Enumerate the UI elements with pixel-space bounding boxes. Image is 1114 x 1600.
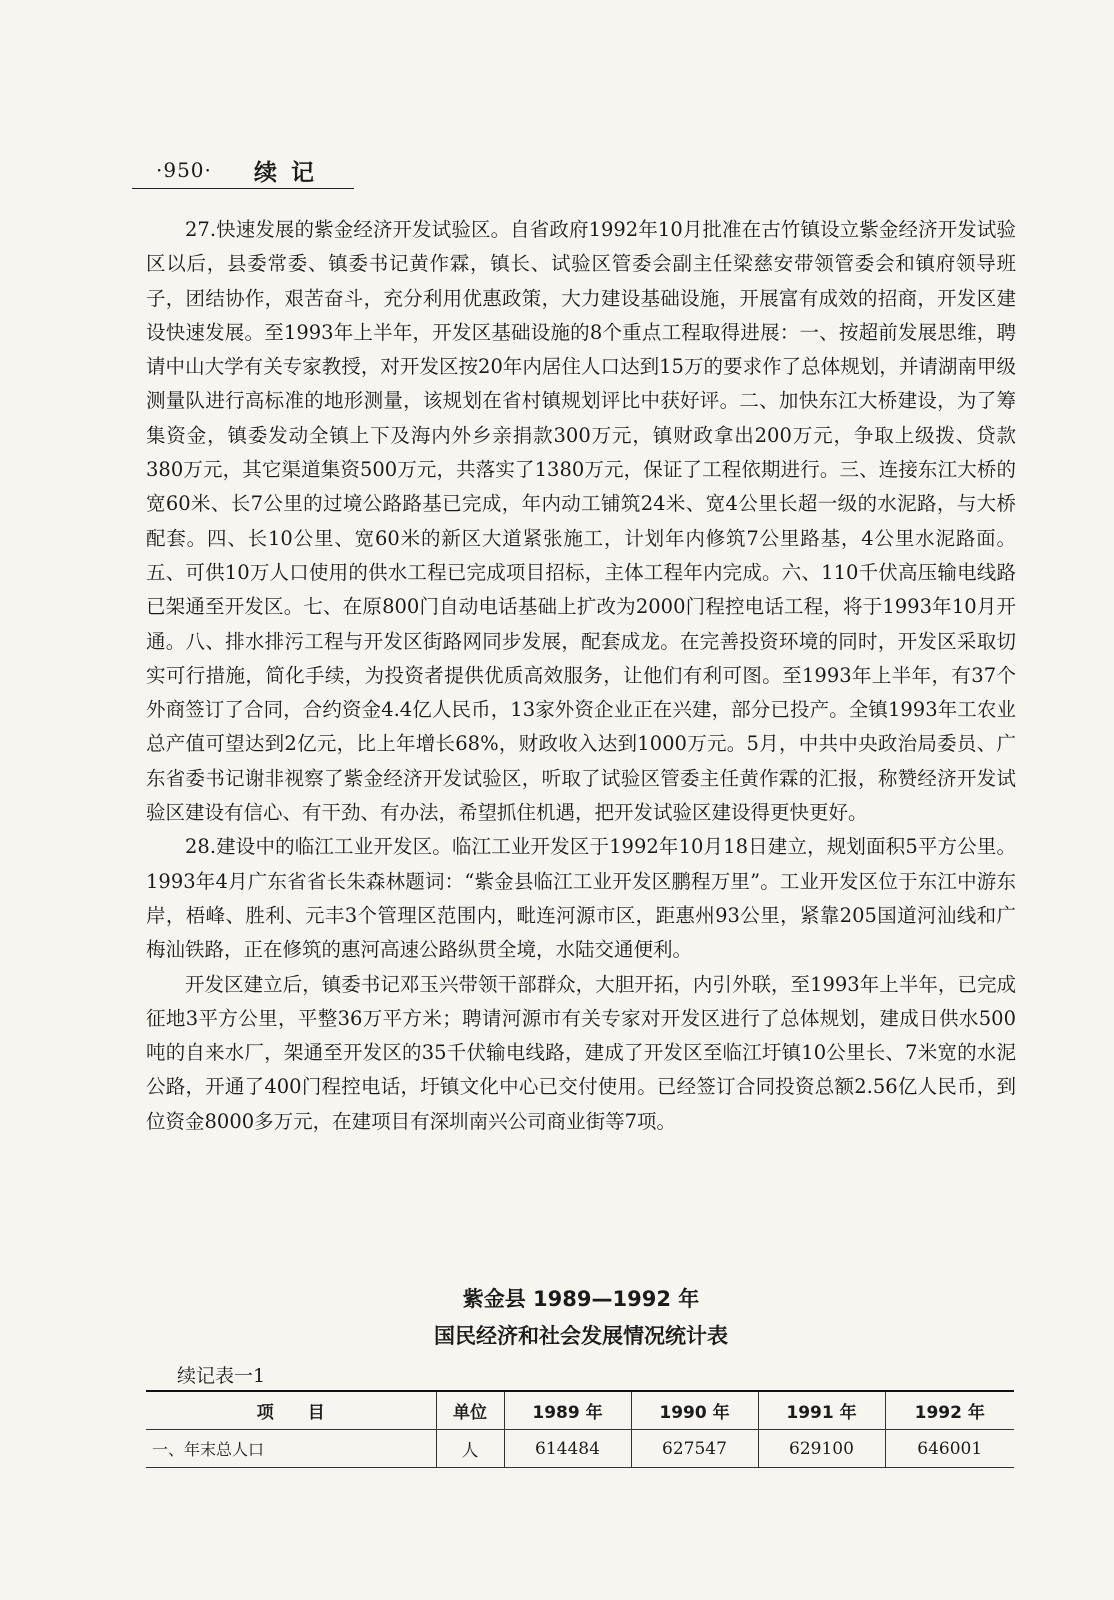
table-row (146, 1430, 1014, 1468)
cell-1989: 614484 (504, 1430, 631, 1468)
table-title-line2: 国民经济和社会发展情况统计表 (434, 1324, 728, 1348)
header-item: 项 目 (146, 1391, 436, 1430)
table-title-line1: 紫金县 1989—1992 年 (462, 1287, 700, 1311)
statistics-table (146, 1390, 1014, 1468)
running-header (132, 152, 354, 189)
cell-1991: 629100 (758, 1430, 885, 1468)
table-header-row (146, 1391, 1014, 1430)
paragraph-28: 28.建设中的临江工业开发区。临江工业开发区于1992年10月18日建立，规划面积5平方公里。1993年4月广东省省长朱森林题词：“紫金县临江工业开发区鹏程万里”。工业开发区位于东江中游东岸，梧峰、胜利、元丰3个管理区范围内，毗连河源市区，距惠州93公里，紧靠205国道河汕线和广梅汕铁路，正在修筑的惠河高速公路纵贯全境，水陆交通便利。 (146, 835, 1016, 962)
body-text (146, 213, 1016, 1139)
paragraph-28-continued: 开发区建立后，镇委书记邓玉兴带领干部群众，大胆开拓，内引外联，至1993年上半年，已完成征地3平方公里，平整36万平方米；聘请河源市有关专家对开发区进行了总体规划，建成日供水500吨的自来水厂，架通至开发区的35千伏输电线路，建成了开发区至临江圩镇10公里长、7米宽的水泥公路，开通了400门程控电话，圩镇文化中心已交付使用。已经签订合同投资总额2.56亿人民币，到位资金8000多万元，在建项目有深圳南兴公司商业街等7项。 (146, 972, 1016, 1133)
section-title: 续记 (254, 160, 328, 186)
header-1992: 1992 年 (885, 1391, 1014, 1430)
header-1991: 1991 年 (758, 1391, 885, 1430)
cell-item: 一、年末总人口 (146, 1430, 436, 1468)
header-1990: 1990 年 (631, 1391, 758, 1430)
cell-1992: 646001 (885, 1430, 1014, 1468)
table-label: 续记表一1 (177, 1365, 266, 1387)
header-unit: 单位 (436, 1391, 504, 1430)
cell-1990: 627547 (631, 1430, 758, 1468)
cell-unit: 人 (436, 1430, 504, 1468)
page-number: ·950· (156, 158, 212, 182)
paragraph-27: 27.快速发展的紫金经济开发试验区。自省政府1992年10月批准在古竹镇设立紫金经济开发试验区以后，县委常委、镇委书记黄作霖，镇长、试验区管委会副主任梁慈安带领管委会和镇府领导班子，团结协作，艰苦奋斗，充分利用优惠政策，大力建设基础设施，开展富有成效的招商，开发区建设快速发展。至1993年上半年，开发区基础设施的8个重点工程取得进展：一、按超前发展思维，聘请中山大学有关专家教授，对开发区按20年内居住人口达到15万的要求作了总体规划，并请湖南甲级测量队进行高标准的地形测量，该规划在省村镇规划评比中获好评。二、加快东江大桥建设，为了筹集资金，镇委发动全镇上下及海内外乡亲捐款300万元，镇财政拿出200万元，争取上级拨、贷款380万元，其它渠道集资500万元，共落实了1380万元，保证了工程依期进行。三、连接东江大桥的宽60米、长7公里的过境公路路基已完成，年内动工铺筑24米、宽4公里长超一级的水泥路，与大桥配套。四、长10公里、宽60米的新区大道紧张施工，计划年内修筑7公里路基，4公里水泥路面。五、可供10万人口使用的供水工程已完成项目招标，主体工程年内完成。六、110千伏高压输电线路已架通至开发区。七、在原800门自动电话基础上扩改为2000门程控电话工程，将于1993年10月开通。八、排水排污工程与开发区街路网同步发展，配套成龙。在完善投资环境的同时，开发区采取切实可行措施，简化手续，为投资者提供优质高效服务，让他们有利可图。至1993年上半年，有37个外商签订了合同，合约资金4.4亿人民币，13家外资企业正在兴建，部分已投产。全镇1993年工农业总产值可望达到2亿元，比上年增长68%，财政收入达到1000万元。5月，中共中央政治局委员、广东省委书记谢非视察了紫金经济开发试验区，听取了试验区管委主任黄作霖的汇报，称赞经济开发试验区建设有信心、有干劲、有办法，希望抓住机遇，把开发试验区建设得更快更好。 (146, 218, 1016, 825)
header-1989: 1989 年 (504, 1391, 631, 1430)
